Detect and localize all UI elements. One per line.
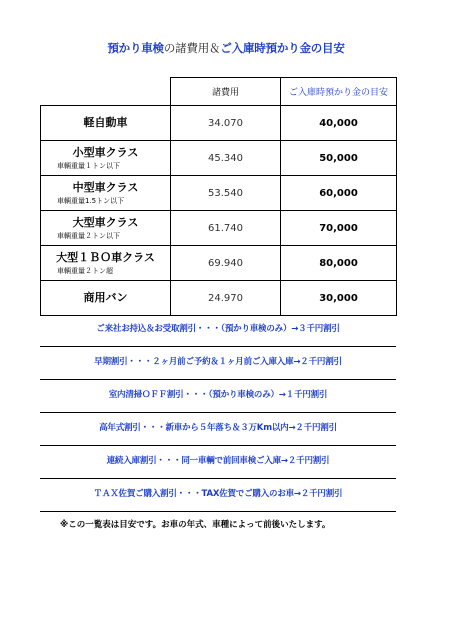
table-row xyxy=(41,176,397,211)
deposit-cell: 70,000 xyxy=(281,211,397,246)
fee-cell: 53.540 xyxy=(171,176,281,211)
deposit-cell: 50,000 xyxy=(281,141,397,176)
discount-item: 連続入庫割引・・・同一車輌で前回車検ご入庫→２千円割引 xyxy=(40,446,396,479)
fee-cell: 24.970 xyxy=(171,281,281,316)
vehicle-class-name: 中型車クラス xyxy=(72,180,139,194)
vehicle-class-cell xyxy=(41,211,171,246)
deposit-cell: 80,000 xyxy=(281,246,397,281)
vehicle-weight-note: 車輌重量２トン超 xyxy=(57,266,113,275)
header-blank-cell xyxy=(41,78,171,106)
discount-item: 高年式割引・・・新車から５年落ち＆３万Km以内→２千円割引 xyxy=(40,413,396,446)
title-part-2: の諸費用＆ xyxy=(163,41,221,55)
vehicle-class-cell xyxy=(41,176,171,211)
vehicle-class-cell xyxy=(41,281,171,316)
fee-cell: 69.940 xyxy=(171,246,281,281)
table-row xyxy=(41,281,397,316)
discount-list xyxy=(40,314,396,512)
discount-item: 早期割引・・・２ヶ月前ご予約＆１ヶ月前ご入庫入庫→２千円割引 xyxy=(40,347,396,380)
fee-cell: 61.740 xyxy=(171,211,281,246)
vehicle-weight-note: 車輌重量1.5トン以下 xyxy=(57,196,125,205)
vehicle-class-cell xyxy=(41,246,171,281)
footnote: ※この一覧表は目安です。お車の年式、車種によって前後いたします。 xyxy=(60,520,331,530)
discount-item: ご来社お持込＆お受取割引・・・（預かり車検のみ）→３千円割引 xyxy=(40,314,396,347)
vehicle-class-cell xyxy=(41,106,171,141)
vehicle-weight-note: 車輌重量２トン以下 xyxy=(57,231,120,240)
fee-cell: 34.070 xyxy=(171,106,281,141)
page-title xyxy=(0,40,452,56)
discount-item: ＴＡＸ佐賀ご購入割引・・・TAX佐賀でご購入のお車→２千円割引 xyxy=(40,479,396,512)
vehicle-class-name: 小型車クラス xyxy=(72,145,139,159)
vehicle-class-cell xyxy=(41,141,171,176)
header-deposit: ご入庫時預かり金の目安 xyxy=(281,78,397,106)
table-row xyxy=(41,246,397,281)
title-part-3: ご入庫時預かり金の目安 xyxy=(220,41,345,55)
deposit-cell: 40,000 xyxy=(281,106,397,141)
deposit-cell: 30,000 xyxy=(281,281,397,316)
table-row xyxy=(41,211,397,246)
table-row xyxy=(41,141,397,176)
header-fee: 諸費用 xyxy=(171,78,281,106)
deposit-cell: 60,000 xyxy=(281,176,397,211)
vehicle-class-name: 大型車クラス xyxy=(72,215,139,229)
vehicle-weight-note: 車輌重量１トン以下 xyxy=(57,161,120,170)
vehicle-class-name: 大型１ＢＯ車クラス xyxy=(56,250,155,264)
discount-item: 室内清掃ＯＦＦ割引・・・（預かり車検のみ）→１千円割引 xyxy=(40,380,396,413)
price-table xyxy=(40,77,397,316)
table-row xyxy=(41,106,397,141)
title-part-1: 預かり車検 xyxy=(107,41,164,55)
table-header-row xyxy=(41,78,397,106)
vehicle-class-name: 軽自動車 xyxy=(83,116,128,129)
fee-cell: 45.340 xyxy=(171,141,281,176)
vehicle-class-name: 商用バン xyxy=(83,291,128,304)
